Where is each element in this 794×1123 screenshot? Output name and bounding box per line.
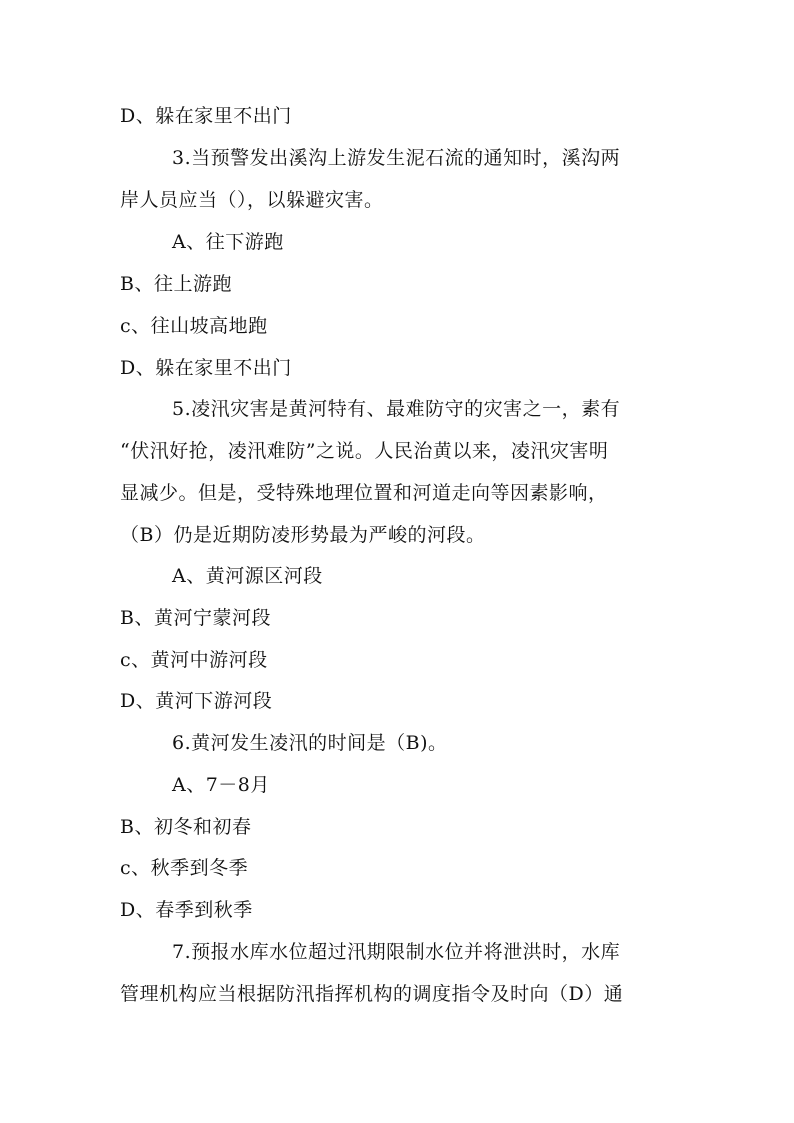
option-c-q6: c、秋季到冬季 <box>120 857 249 879</box>
question-5-line-4: （B）仍是近期防凌形势最为严峻的河段。 <box>120 524 486 546</box>
option-b-q6: B、初冬和初春 <box>120 816 252 838</box>
option-a-q6: A、7－8月 <box>172 774 270 796</box>
question-7-line-2: 管理机构应当根据防汛指挥机构的调度指令及时向（D）通 <box>120 983 624 1005</box>
question-6: 6.黄河发生凌汛的时间是（B)。 <box>172 732 448 754</box>
question-3-line-2: 岸人员应当（），以躲避灾害。 <box>120 189 384 211</box>
option-c-q5: c、黄河中游河段 <box>120 649 268 671</box>
option-a-q5: A、黄河源区河段 <box>172 565 323 587</box>
option-b-q5: B、黄河宁蒙河段 <box>120 607 271 629</box>
option-d-q3: D、躲在家里不出门 <box>120 357 292 379</box>
option-d-q2: D、躲在家里不出门 <box>120 105 292 127</box>
question-5-line-2: “伏汛好抢，凌汛难防”之说。人民治黄以来，凌汛灾害明 <box>120 440 609 462</box>
option-d-q6: D、春季到秋季 <box>120 899 253 921</box>
question-5-line-1: 5.凌汛灾害是黄河特有、最难防守的灾害之一，素有 <box>172 398 621 420</box>
question-3-line-1: 3.当预警发出溪沟上游发生泥石流的通知时，溪沟两 <box>172 147 621 169</box>
option-a-q3: A、往下游跑 <box>172 231 284 253</box>
option-b-q3: B、往上游跑 <box>120 273 232 295</box>
option-c-q3: c、往山坡高地跑 <box>120 315 268 337</box>
option-d-q5: D、黄河下游河段 <box>120 690 273 712</box>
question-7-line-1: 7.预报水库水位超过汛期限制水位并将泄洪时，水库 <box>172 941 621 963</box>
question-5-line-3: 显减少。但是，受特殊地理位置和河道走向等因素影响， <box>120 482 608 504</box>
